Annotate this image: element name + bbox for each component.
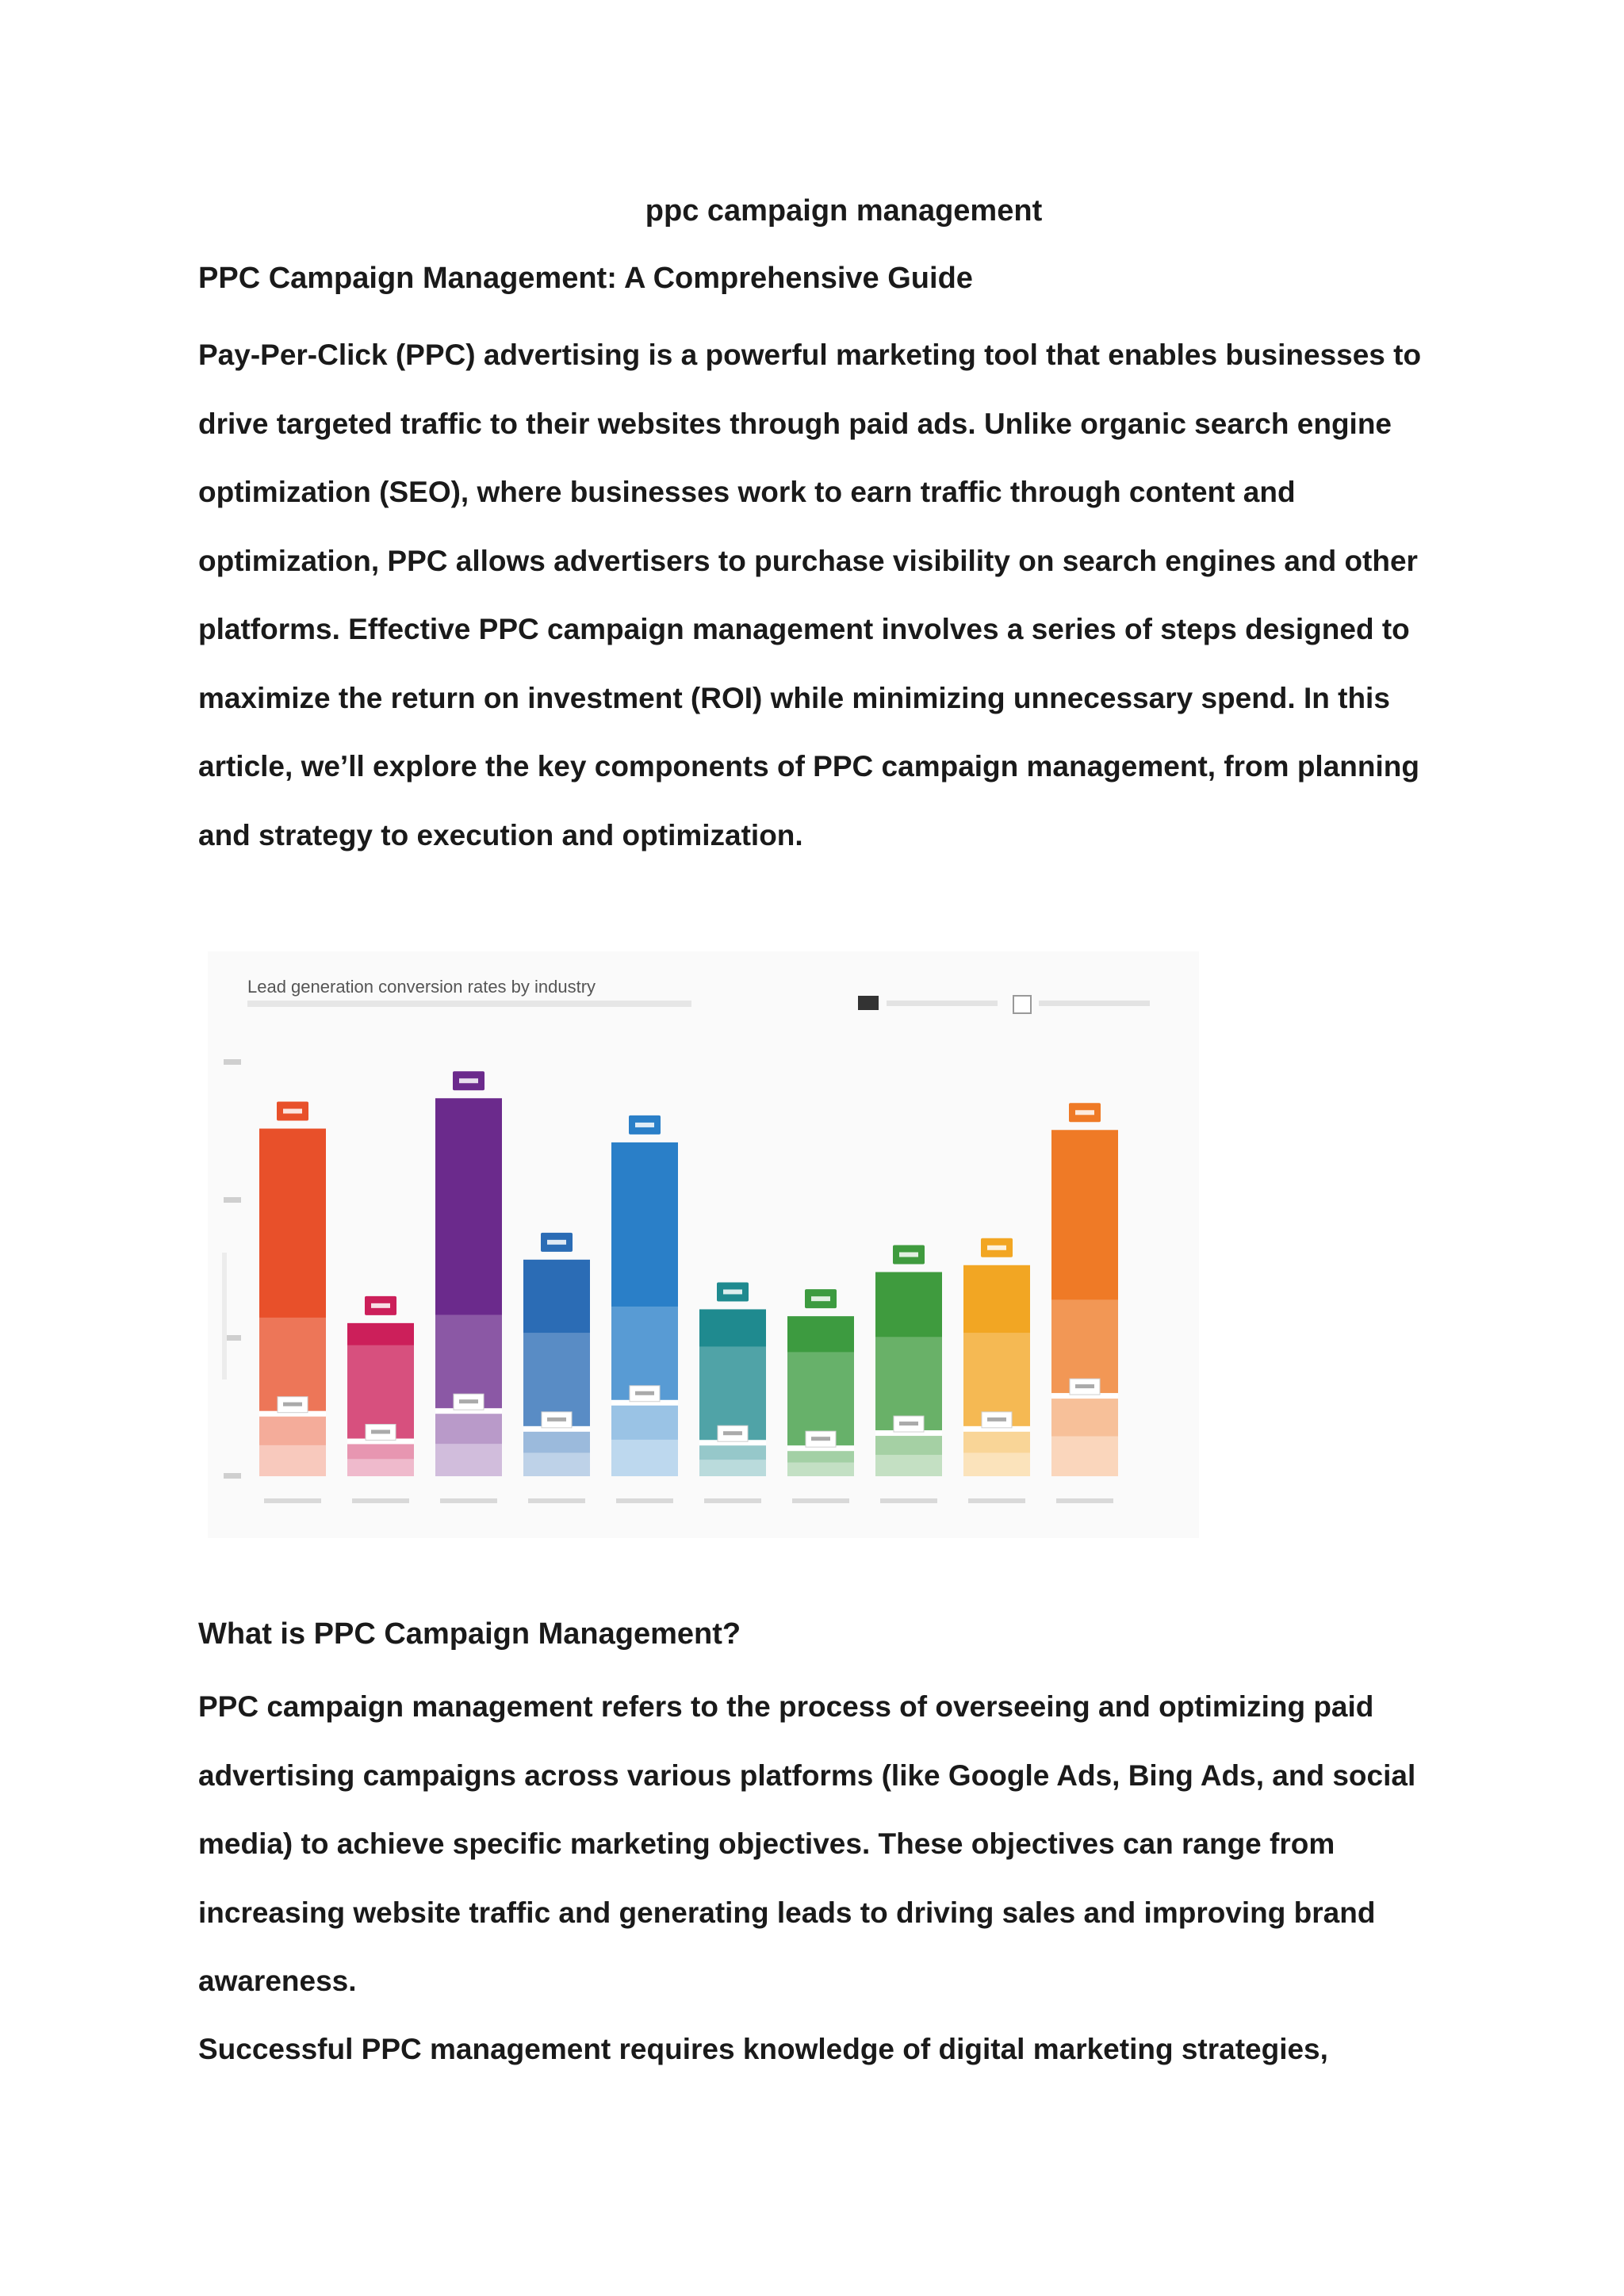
intro-paragraph: Pay-Per-Click (PPC) advertising is a powerful marketing tool that enables businesses to drive targeted traffic to their websites through paid ads. Unlike organic search engine optimization (SEO), where businesses work to earn traffic through content and optimization, PPC allows advertisers to purchase visibility on search engines and other platforms. Effective PPC campaign management involves a series of steps designed to maximize the return on investment (ROI) while minimizing unnecessary spend. In this article, we’ll explore the key components of PPC campaign management, from planning and strategy to execution and optimization. [198,339,1422,851]
x-tick-label-blur [1056,1498,1113,1503]
median-tag-text-blur [987,1418,1006,1422]
bar-segment-low [347,1459,414,1476]
value-tag-text-blur [371,1303,390,1308]
median-tag-text-blur [723,1431,742,1435]
x-tick-label-blur [352,1498,409,1503]
x-tick-label-blur [440,1498,497,1503]
chart-svg [208,951,1199,1538]
median-tag-text-blur [371,1430,390,1434]
x-tick-label-blur [704,1498,761,1503]
bar-segment-low [875,1455,942,1476]
section-paragraph: PPC campaign management refers to the process of overseeing and optimizing paid advertising campaigns across various platforms (like Google Ads, Bing Ads, and social media) to achieve specific marketing objectives. These objectives can range from increasing website traffic and generating leads to driving sales and improving brand awareness. [198,1690,1416,1997]
median-tag-text-blur [811,1437,830,1441]
section-heading: What is PPC Campaign Management? [198,1617,741,1651]
value-tag-text-blur [899,1252,918,1257]
y-tick-label [224,1197,241,1203]
x-tick-label-blur [264,1498,321,1503]
article-heading: PPC Campaign Management: A Comprehensive Guide [198,262,973,295]
median-tag-text-blur [283,1402,302,1406]
document-title: ppc campaign management [645,194,1043,228]
bar-segment-low [963,1452,1030,1476]
chart-subtitle-blur [247,1001,691,1007]
legend-text-blur-2 [1039,1001,1150,1006]
value-tag-text-blur [283,1109,302,1114]
y-tick-label [224,1059,241,1065]
bar-segment-low [523,1452,590,1476]
legend-swatch-light [1013,996,1031,1013]
bar-segment-low [787,1463,854,1476]
value-tag-text-blur [1075,1110,1094,1115]
value-tag-text-blur [811,1296,830,1301]
bar-segment-low [1051,1437,1118,1476]
bar-segment-low [259,1445,326,1476]
conversion-rate-chart [208,951,1199,1538]
median-tag-text-blur [459,1399,478,1403]
chart-title: Lead generation conversion rates by industry [247,977,596,997]
x-tick-label-blur [880,1498,937,1503]
legend-text-blur-1 [887,1001,998,1006]
value-tag-text-blur [635,1123,654,1127]
median-tag-text-blur [1075,1384,1094,1388]
median-tag-text-blur [547,1418,566,1422]
value-tag-text-blur [547,1240,566,1245]
value-tag-text-blur [723,1289,742,1294]
median-tag-text-blur [635,1391,654,1395]
bar-segment-low [699,1460,766,1476]
value-tag-text-blur [987,1246,1006,1250]
value-tag-text-blur [459,1078,478,1083]
median-tag-text-blur [899,1422,918,1425]
section-paragraph-2: Successful PPC management requires knowledge of digital marketing strategies, [198,2033,1328,2065]
y-axis-label-blur [222,1253,227,1380]
bar-segment-low [435,1444,502,1476]
x-tick-label-blur [528,1498,585,1503]
legend-swatch-dark [858,996,879,1010]
y-tick-label [224,1473,241,1479]
x-tick-label-blur [792,1498,849,1503]
x-tick-label-blur [968,1498,1025,1503]
bar-segment-low [611,1440,678,1476]
x-tick-label-blur [616,1498,673,1503]
